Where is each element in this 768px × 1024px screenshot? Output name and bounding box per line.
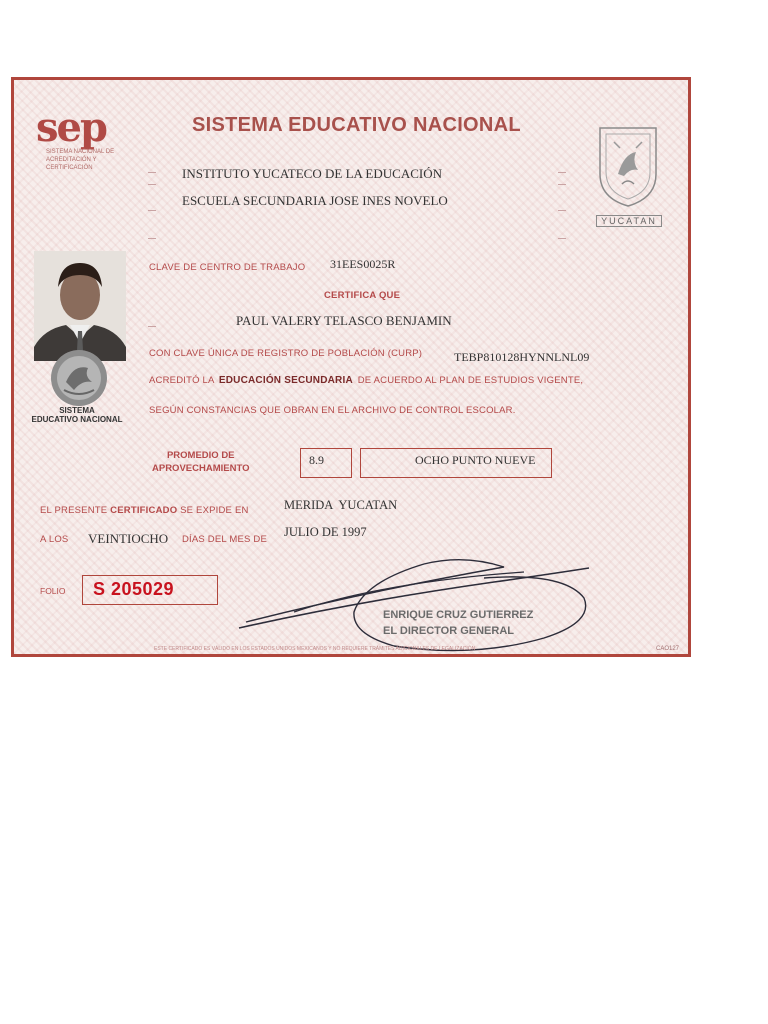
mexican-coat-of-arms-icon	[44, 348, 114, 408]
folio-label: FOLIO	[40, 586, 66, 596]
dash-mark	[148, 210, 156, 211]
curp-label: CON CLAVE ÚNICA DE REGISTRO DE POBLACIÓN (CURP)	[149, 348, 423, 359]
yucatan-seal	[594, 124, 662, 224]
yucatan-label: YUCATAN	[596, 215, 662, 227]
dash-mark	[558, 184, 566, 185]
footer-note: ESTE CERTIFICADO ES VÁLIDO EN LOS ESTADOS UNIDOS MEXICANOS Y NO REQUIERE TRÁMITES ADICIONALES DE LEGALIZACIÓN	[154, 646, 476, 652]
acredito-suffix: DE ACUERDO AL PLAN DE ESTUDIOS VIGENTE,	[357, 375, 584, 386]
dash-mark	[558, 238, 566, 239]
expide-suffix: SE EXPIDE EN	[180, 505, 249, 516]
promedio-label-line2: APROVECHAMIENTO	[152, 463, 250, 474]
dash-mark	[148, 184, 156, 185]
director-name: ENRIQUE CRUZ GUTIERREZ	[383, 609, 534, 621]
dia-value: VEINTIOCHO	[88, 531, 169, 546]
promedio-number: 8.9	[309, 453, 324, 467]
dash-mark	[148, 326, 156, 327]
school-name: ESCUELA SECUNDARIA JOSE INES NOVELO	[182, 193, 448, 208]
segun-line: SEGÚN CONSTANCIAS QUE OBRAN EN EL ARCHIVO DE CONTROL ESCOLAR.	[149, 405, 516, 416]
folio-number: S 205029	[93, 579, 175, 599]
seal-caption-line1: SISTEMA	[59, 406, 95, 415]
mes-anio-value: JULIO DE 1997	[284, 525, 367, 539]
dias-mes-label: DÍAS DEL MES DE	[182, 534, 268, 545]
director-title: EL DIRECTOR GENERAL	[383, 625, 514, 637]
certificate-document	[11, 77, 691, 657]
promedio-text: OCHO PUNTO NUEVE	[415, 453, 536, 467]
yucatan-coat-of-arms-icon	[594, 124, 662, 208]
acredito-line	[149, 375, 583, 386]
seal-caption	[26, 406, 128, 424]
sep-logo	[36, 104, 116, 172]
sep-logo-text: sep	[36, 104, 106, 151]
acredito-prefix: ACREDITÓ LA	[149, 375, 215, 386]
dash-mark	[148, 172, 156, 173]
expide-mid: CERTIFICADO	[110, 505, 178, 516]
expide-prefix: EL PRESENTE	[40, 505, 108, 516]
folio-box	[82, 575, 218, 605]
institution-name: INSTITUTO YUCATECO DE LA EDUCACIÓN	[182, 166, 442, 181]
acredito-level: EDUCACIÓN SECUNDARIA	[218, 375, 353, 386]
dash-mark	[148, 238, 156, 239]
promedio-number-box	[300, 448, 352, 478]
promedio-label	[152, 449, 249, 475]
promedio-label-line1: PROMEDIO DE	[166, 450, 235, 461]
sep-logo-subtitle: SISTEMA NACIONAL DE ACREDITACIÓN Y CERTIFICACIÓN	[46, 149, 115, 171]
a-los-label: A LOS	[40, 534, 69, 545]
certifica-label: CERTIFICA QUE	[324, 290, 401, 301]
director-signature-icon	[234, 542, 604, 654]
expide-line	[40, 505, 249, 516]
lugar-value: MERIDA YUCATAN	[284, 498, 398, 512]
student-photo	[34, 251, 126, 361]
seal-caption-line2: EDUCATIVO NACIONAL	[31, 415, 123, 424]
student-name: PAUL VALERY TELASCO BENJAMIN	[236, 313, 452, 328]
clave-value: 31EES0025R	[330, 257, 396, 271]
dash-mark	[558, 210, 566, 211]
footer-code: CAO127	[656, 646, 680, 652]
clave-label: CLAVE DE CENTRO DE TRABAJO	[149, 262, 306, 273]
promedio-text-box	[360, 448, 552, 478]
curp-value: TEBP810128HYNNLNL09	[454, 350, 590, 364]
national-seal	[44, 348, 114, 408]
student-portrait-icon	[34, 251, 126, 361]
document-title: SISTEMA EDUCATIVO NACIONAL	[192, 114, 521, 136]
dash-mark	[558, 172, 566, 173]
